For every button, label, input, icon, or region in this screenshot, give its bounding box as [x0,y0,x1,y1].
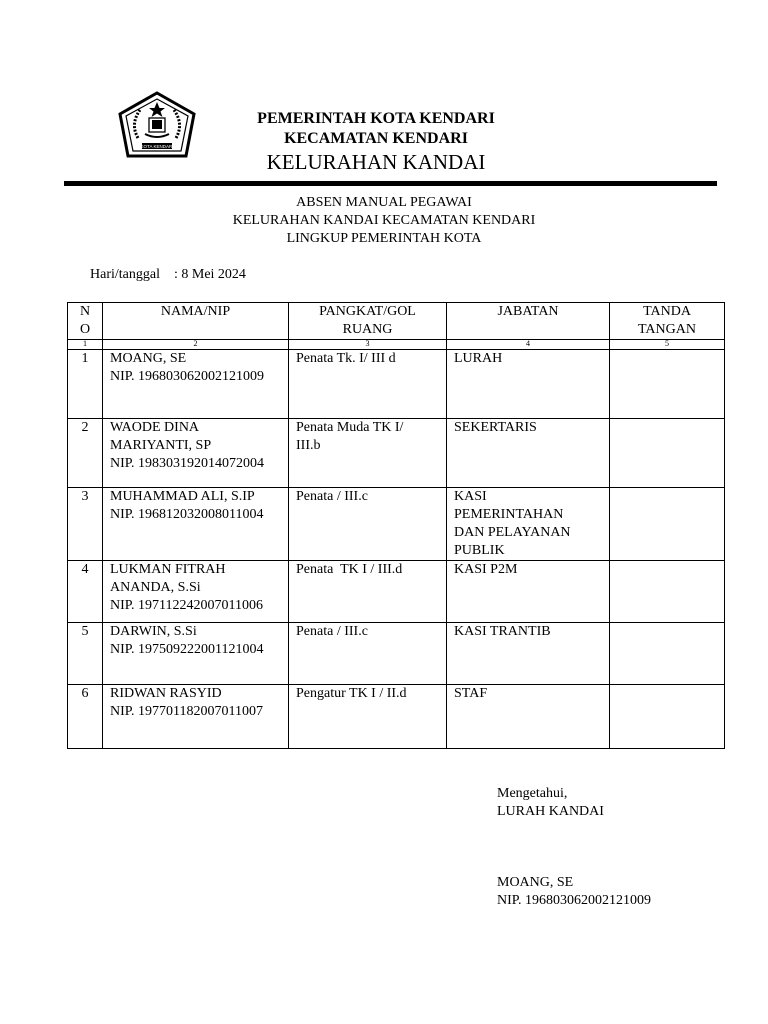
column-number-row [68,340,725,350]
header-government: PEMERINTAH KOTA KENDARI [257,110,495,127]
col-header-no [68,303,103,340]
table-row [68,561,725,623]
column-number: 2 [103,340,289,350]
table-header-row [68,303,725,340]
logo-text: KOTA KENDARI [140,144,174,149]
row-number: 3 [68,488,103,561]
column-number: 4 [447,340,610,350]
nama-nip-cell [103,419,289,488]
row-number: 1 [68,350,103,419]
signatory-block [497,874,651,910]
nama-nip-cell [103,488,289,561]
employee-nip: NIP. 197701182007011007 [110,704,263,719]
jabatan-cell: KASI PEMERINTAHAN DAN PELAYANAN PUBLIK [447,488,610,561]
employee-name: WAODE DINA MARIYANTI, SP [110,420,212,453]
date-line [90,267,246,283]
attendance-table [67,302,725,749]
date-label: Hari/tanggal [90,267,160,282]
nama-nip-cell [103,623,289,685]
signature-cell [610,350,725,419]
signatory-nip: NIP. 196803062002121009 [497,893,652,908]
signature-cell [610,623,725,685]
pangkat-cell: Penata / III.c [289,488,447,561]
signature-cell [610,561,725,623]
document-scope: LINGKUP PEMERINTAH KOTA [286,231,482,246]
table-row [68,488,725,561]
signature-cell [610,419,725,488]
signatory-name: MOANG, SE [497,875,574,890]
jabatan-cell: KASI P2M [447,561,610,623]
pangkat-cell: Pengatur TK I / II.d [289,685,447,749]
employee-nip: NIP. 196803062002121009 [110,369,265,384]
table-row [68,350,725,419]
header-district: KECAMATAN KENDARI [284,130,468,147]
col-header-jabatan [447,303,610,340]
col-header-pangkat-text: PANGKAT/GOL RUANG [319,304,416,337]
document-subtitle: KELURAHAN KANDAI KECAMATAN KENDARI [232,213,536,228]
row-number: 2 [68,419,103,488]
signature-cell [610,488,725,561]
pangkat-cell: Penata TK I / III.d [289,561,447,623]
employee-name: RIDWAN RASYID [110,686,222,701]
table-row [68,623,725,685]
employee-name: DARWIN, S.Si [110,624,197,639]
col-header-no-text: N O [79,304,91,337]
nama-nip-cell [103,685,289,749]
employee-nip: NIP. 197112242007011006 [110,598,263,613]
table-row [68,685,725,749]
jabatan-cell: LURAH [447,350,610,419]
employee-name: MOANG, SE [110,351,187,366]
col-header-nama-text: NAMA/NIP [160,304,231,319]
employee-name: MUHAMMAD ALI, S.IP [110,489,255,504]
jabatan-cell: SEKERTARIS [447,419,610,488]
kota-kendari-logo [116,90,198,162]
employee-nip: NIP. 198303192014072004 [110,456,265,471]
pangkat-cell: Penata / III.c [289,623,447,685]
col-header-pangkat [289,303,447,340]
header-divider [64,181,717,186]
jabatan-cell: STAF [447,685,610,749]
col-header-jabatan-text: JABATAN [497,304,559,319]
column-number: 5 [610,340,725,350]
signature-cell [610,685,725,749]
approval-label: Mengetahui, [497,786,568,801]
header-village: KELURAHAN KANDAI [266,150,486,174]
date-value: : 8 Mei 2024 [173,267,246,282]
document-title: ABSEN MANUAL PEGAWAI [296,195,472,210]
employee-name: LUKMAN FITRAH ANANDA, S.Si [110,562,226,595]
row-number: 5 [68,623,103,685]
column-number: 3 [289,340,447,350]
employee-nip: NIP. 197509222001121004 [110,642,264,657]
col-header-tanda-tangan [610,303,725,340]
nama-nip-cell [103,350,289,419]
column-number: 1 [68,340,103,350]
col-header-tanda-tangan-text: TANDA TANGAN [638,304,696,337]
pangkat-cell: Penata Tk. I/ III d [289,350,447,419]
col-header-nama [103,303,289,340]
jabatan-cell: KASI TRANTIB [447,623,610,685]
table-row [68,419,725,488]
approver-position: LURAH KANDAI [497,804,604,819]
nama-nip-cell [103,561,289,623]
approval-block [497,785,604,821]
pangkat-cell: Penata Muda TK I/ III.b [289,419,447,488]
row-number: 4 [68,561,103,623]
row-number: 6 [68,685,103,749]
employee-nip: NIP. 196812032008011004 [110,507,264,522]
